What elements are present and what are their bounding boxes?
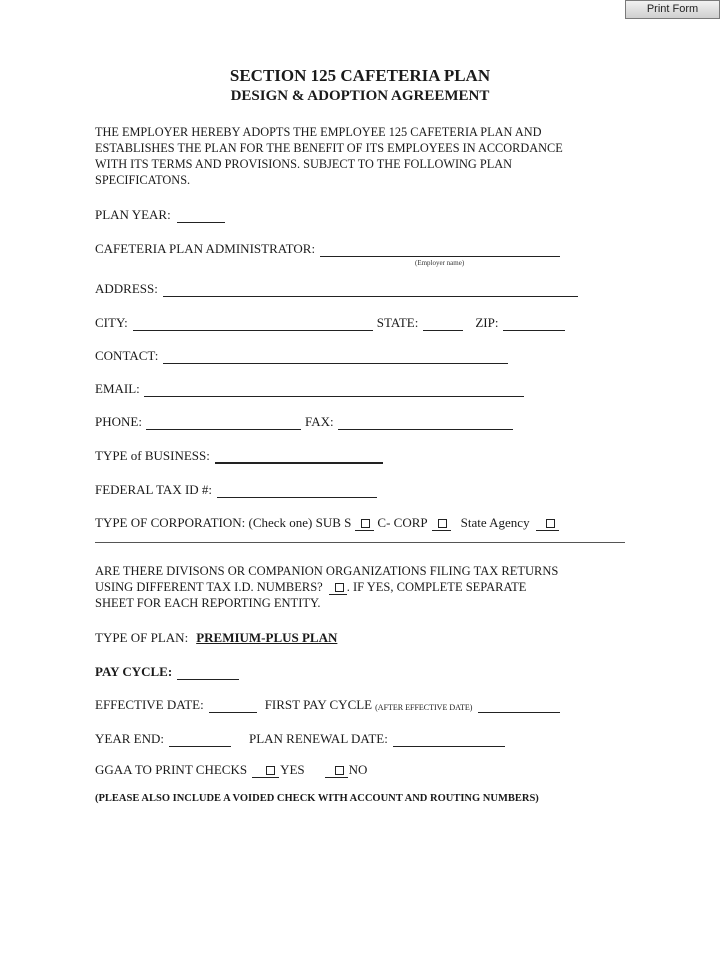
contact-label: CONTACT: — [95, 348, 159, 363]
c-corp-checkbox[interactable] — [438, 519, 447, 528]
business-type-row — [95, 448, 383, 464]
divisions-question: USING DIFFERENT TAX I.D. NUMBERS? — [95, 580, 323, 594]
divisions-paragraph — [95, 563, 630, 611]
email-row — [95, 381, 524, 397]
address-row — [95, 281, 578, 297]
pay-cycle-input[interactable] — [177, 665, 239, 680]
email-input[interactable] — [144, 382, 524, 397]
tax-id-label: FEDERAL TAX ID #: — [95, 482, 213, 497]
contact-row — [95, 348, 508, 364]
yes-checkbox[interactable] — [266, 766, 275, 775]
print-form-button[interactable]: Print Form — [625, 0, 720, 19]
print-checks-label: GGAA TO PRINT CHECKS — [95, 762, 248, 777]
c-corp-checkbox-wrap — [432, 517, 451, 531]
zip-input[interactable] — [503, 316, 565, 331]
city-input[interactable] — [133, 316, 373, 331]
section-divider — [95, 542, 625, 543]
contact-input[interactable] — [163, 349, 508, 364]
email-label: EMAIL: — [95, 381, 140, 396]
administrator-input[interactable] — [320, 242, 560, 257]
state-label: STATE: — [376, 315, 419, 330]
divisions-line-3: SHEET FOR EACH REPORTING ENTITY. — [95, 596, 321, 610]
divisions-line-2 — [95, 579, 630, 595]
no-label: NO — [348, 762, 368, 777]
tax-id-row — [95, 482, 377, 498]
plan-type-row — [95, 630, 337, 646]
year-end-label: YEAR END: — [95, 731, 164, 746]
zip-label: ZIP: — [475, 315, 499, 330]
corporation-type-label: TYPE OF CORPORATION: (Check one) SUB S — [95, 515, 352, 530]
city-label: CITY: — [95, 315, 128, 330]
first-pay-cycle-input[interactable] — [478, 698, 560, 713]
administrator-label: CAFETERIA PLAN ADMINISTRATOR: — [95, 241, 316, 256]
intro-paragraph: THE EMPLOYER HEREBY ADOPTS THE EMPLOYEE 125 CAFETERIA PLAN AND ESTABLISHES THE PLAN FOR THE BENEFIT OF ITS EMPLOYEES IN ACCORDANCE WITH ITS TERMS AND PROVISIONS. SUBJECT TO THE FOLLOWING PLAN SPECIFICATONS. — [95, 125, 563, 187]
business-type-label: TYPE of BUSINESS: — [95, 448, 210, 463]
page-subtitle: DESIGN & ADOPTION AGREEMENT — [230, 88, 490, 104]
state-input[interactable] — [423, 316, 463, 331]
plan-year-row — [95, 207, 225, 223]
first-pay-cycle-note: (AFTER EFFECTIVE DATE) — [375, 703, 473, 712]
sub-s-checkbox-wrap — [355, 517, 374, 531]
pay-cycle-label: PAY CYCLE: — [95, 664, 173, 679]
pay-cycle-row — [95, 664, 239, 680]
employer-name-caption: (Employer name) — [415, 259, 465, 267]
divisions-line-1: ARE THERE DIVISONS OR COMPANION ORGANIZATIONS FILING TAX RETURNS — [95, 564, 559, 578]
year-end-row — [95, 731, 505, 747]
renewal-date-label: PLAN RENEWAL DATE: — [248, 731, 388, 746]
state-agency-checkbox-wrap — [536, 517, 559, 531]
fax-input[interactable] — [338, 415, 513, 430]
business-type-input[interactable] — [215, 448, 383, 464]
tax-id-input[interactable] — [217, 483, 377, 498]
divisions-instruction: . IF YES, COMPLETE SEPARATE — [346, 580, 527, 594]
renewal-date-input[interactable] — [393, 732, 505, 747]
plan-year-label: PLAN YEAR: — [95, 207, 171, 222]
effective-date-row — [95, 697, 560, 713]
voided-check-note: (PLEASE ALSO INCLUDE A VOIDED CHECK WITH ACCOUNT AND ROUTING NUMBERS) — [95, 793, 539, 804]
yes-label: YES — [280, 762, 305, 777]
plan-type-value: PREMIUM-PLUS PLAN — [196, 630, 338, 645]
city-row — [95, 315, 565, 331]
address-label: ADDRESS: — [95, 281, 158, 296]
fax-label: FAX: — [304, 414, 334, 429]
no-checkbox[interactable] — [335, 766, 344, 775]
first-pay-cycle-label: FIRST PAY CYCLE — [264, 697, 373, 712]
no-checkbox-wrap — [325, 764, 348, 778]
plan-type-label: TYPE OF PLAN: — [95, 630, 189, 645]
divisions-checkbox-wrap — [329, 582, 347, 595]
corporation-type-row — [95, 515, 559, 531]
phone-label: PHONE: — [95, 414, 142, 429]
state-agency-label: State Agency — [460, 515, 530, 530]
phone-input[interactable] — [146, 415, 301, 430]
effective-date-input[interactable] — [209, 698, 257, 713]
phone-row — [95, 414, 513, 430]
page-title: SECTION 125 CAFETERIA PLAN — [229, 66, 491, 85]
state-agency-checkbox[interactable] — [546, 519, 555, 528]
year-end-input[interactable] — [169, 732, 231, 747]
divisions-checkbox[interactable] — [335, 583, 344, 592]
effective-date-label: EFFECTIVE DATE: — [95, 697, 204, 712]
yes-checkbox-wrap — [252, 764, 279, 778]
plan-year-input[interactable] — [177, 208, 225, 223]
sub-s-checkbox[interactable] — [361, 519, 370, 528]
print-checks-row — [95, 762, 367, 778]
c-corp-label: C- CORP — [377, 515, 428, 530]
administrator-row — [95, 241, 560, 257]
address-input[interactable] — [163, 282, 578, 297]
